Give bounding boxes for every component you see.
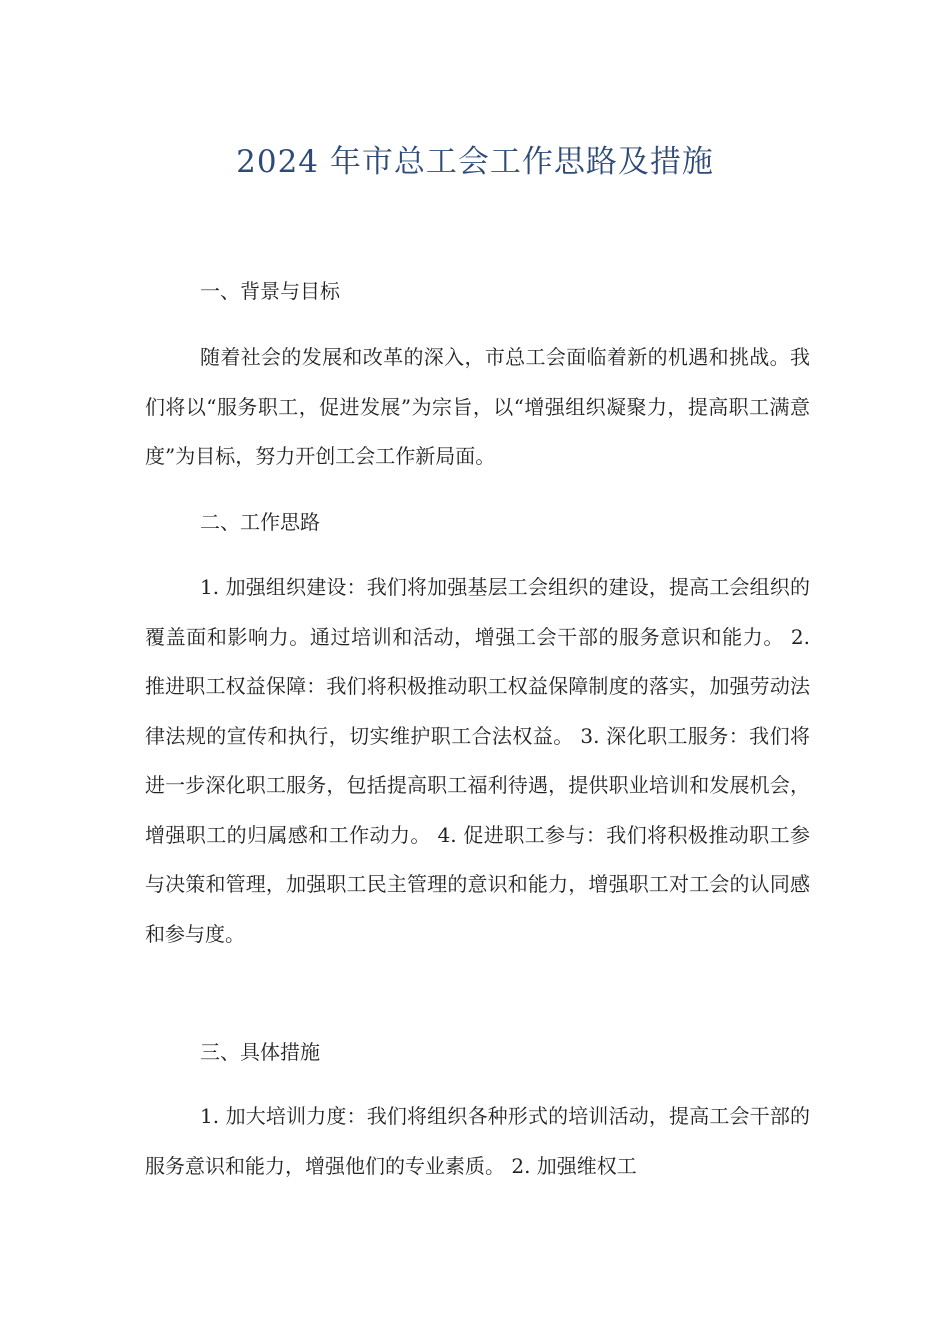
- section-body-approach: 1. 加强组织建设：我们将加强基层工会组织的建设，提高工会组织的覆盖面和影响力。通过培训和活动，增强工会干部的服务意识和能力。 2. 推进职工权益保障：我们将积极推动职工权益保障制度的落实，加强劳动法律法规的宣传和执行，切实维护职工合法权益。 3. 深化职工服务：我们将进一步深化职工服务，包括提高职工福利待遇，提供职业培训和发展机会，增强职工的归属感和工作动力。 4. 促进职工参与：我们将积极推动职工参与决策和管理，加强职工民主管理的意识和能力，增强职工对工会的认同感和参与度。: [145, 575, 810, 946]
- section-heading-background: 一、背景与目标: [200, 279, 340, 303]
- section-body-background: 随着社会的发展和改革的深入，市总工会面临着新的机遇和挑战。我们将以“服务职工，促进发展”为宗旨，以“增强组织凝聚力，提高职工满意度”为目标，努力开创工会工作新局面。: [145, 345, 810, 468]
- section-heading-measures: 三、具体措施: [200, 1040, 320, 1064]
- section-heading-approach: 二、工作思路: [200, 510, 320, 534]
- section-body-measures: 1. 加大培训力度：我们将组织各种形式的培训活动，提高工会干部的服务意识和能力，增强他们的专业素质。 2. 加强维权工: [145, 1104, 810, 1178]
- document-title: 2024 年市总工会工作思路及措施: [236, 144, 714, 180]
